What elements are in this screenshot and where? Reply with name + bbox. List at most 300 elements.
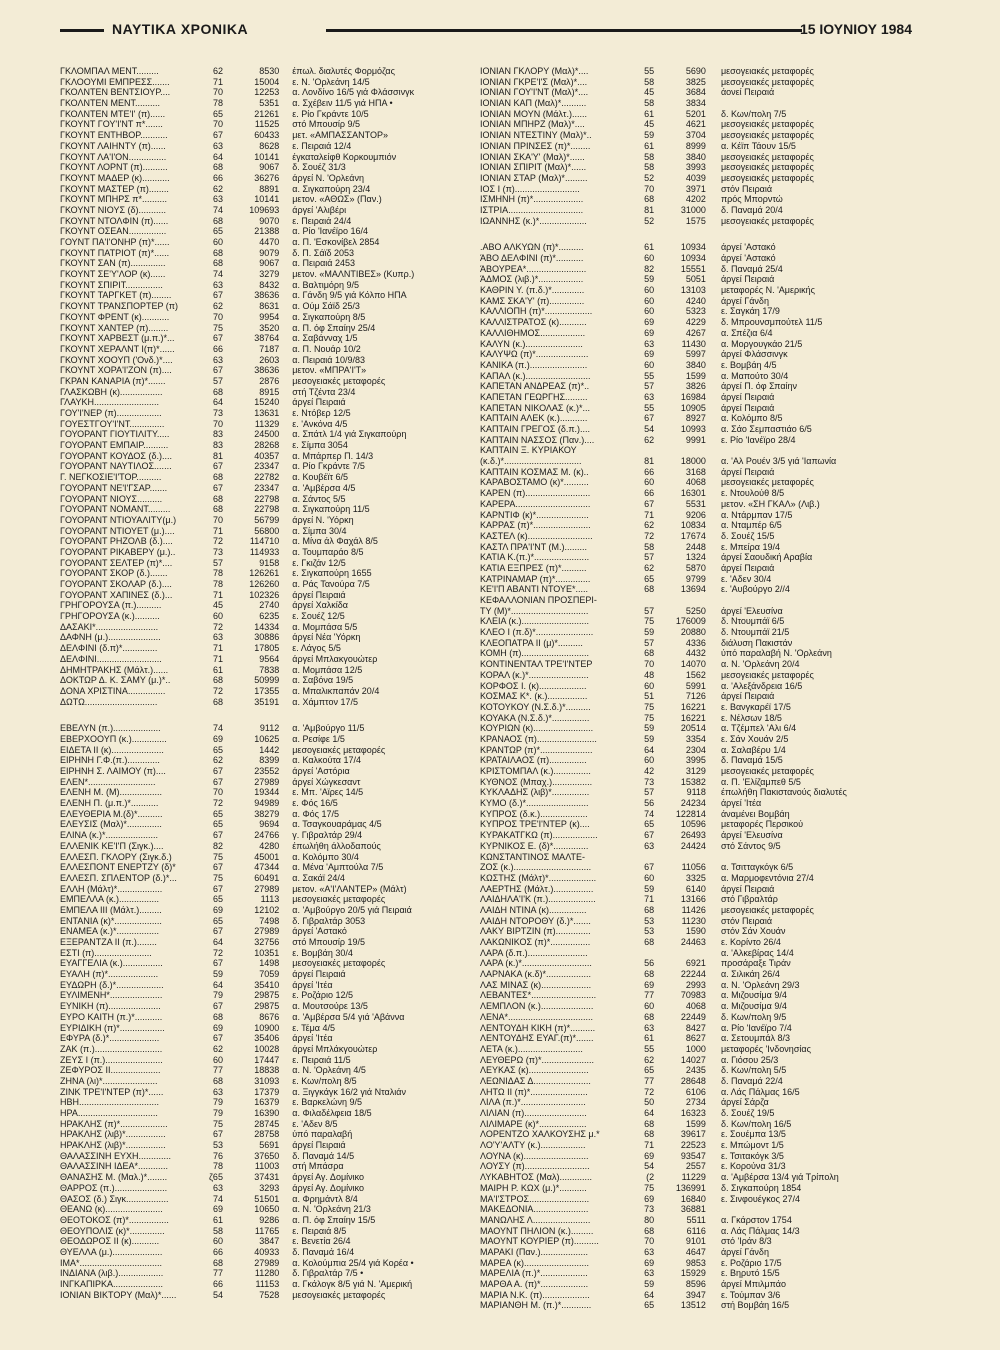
ship-row <box>480 595 920 606</box>
ship-name: ΔΟΝΑ ΧΡΙΣΤΙΝΑ............... <box>60 685 166 696</box>
status: α. Ν. 'Ορλεάνη 20/4 <box>720 659 800 670</box>
status: άργεί Αγ. Δομίνικο <box>292 1182 365 1193</box>
status: άργεί Χαλκίδα <box>292 600 349 611</box>
tonnage: 2603 <box>259 354 280 365</box>
build-year: 79 <box>212 990 223 1001</box>
status <box>706 98 920 109</box>
ship-name: ΚΑΡΕΡΑ.............................. <box>480 498 591 509</box>
build-year: 82 <box>212 840 223 851</box>
tonnage: 15551 <box>680 263 706 274</box>
ship-row <box>60 504 470 515</box>
ship-name: ΓΟΥΟΡΑΝΤ ΓΙΟΥΤΙΛΙΤΥ..... <box>60 429 170 440</box>
status <box>706 852 920 863</box>
status: πρός Μπορντώ <box>720 194 783 205</box>
tonnage: 38636 <box>254 365 280 376</box>
status: ύπό παραλαβή <box>292 1129 353 1140</box>
status: δ. Παναμά 16/4 <box>292 1246 355 1257</box>
build-year: 82 <box>644 263 655 274</box>
ship-row <box>480 162 920 173</box>
ship-row <box>480 542 920 553</box>
ship-row <box>480 1204 920 1215</box>
build-year: 57 <box>644 605 655 616</box>
ship-name: ΕΥΝΙΚΗ (π)..................... <box>60 1001 161 1012</box>
ship-name: ΓΚΟΥΝΤ ΛΟΡΝΤ (π).......... <box>60 162 168 173</box>
build-year: 63 <box>644 338 655 349</box>
tonnage: 27989 <box>254 1257 280 1268</box>
ship-name: ΚΑΛΥΨΩ (π)*..................... <box>480 349 589 360</box>
ship-name: ΙΟΝΙΑΝ ΝΤΕΣΤΙΝΥ (Μαλ)*.. <box>480 130 592 141</box>
ship-name: ΕΛΙΝΑ (κ.)*..................... <box>60 830 159 841</box>
status: άργεί 'Ελευσίνα <box>720 605 783 616</box>
ship-row <box>60 841 470 852</box>
ship-row <box>480 723 920 734</box>
build-year: 61 <box>644 140 655 151</box>
ship-name: ΜΑΡΕΑ (κ).......................... <box>480 1257 590 1268</box>
ship-row <box>60 1001 470 1012</box>
ship-row <box>480 1065 920 1076</box>
build-year: 68 <box>212 1257 223 1268</box>
ship-row <box>480 87 920 98</box>
status: α. Σιγκαπούρη 11/5 <box>292 504 370 515</box>
build-year: 55 <box>644 66 655 76</box>
ship-row <box>60 98 470 109</box>
ship-name: ΛΑΡΑ (κ.)*............................ <box>480 958 592 969</box>
tonnage: 2557 <box>685 1161 706 1172</box>
status: ε. Σάν Χουάν 2/5 <box>720 733 789 744</box>
ship-row <box>60 1023 470 1034</box>
tonnage: 126260 <box>249 579 280 589</box>
status: μεσογειακές μεταφορές <box>720 477 814 488</box>
publication-title: ΝΑΥΤΙΚΑ ΧΡΟΝΙΚΑ <box>112 21 249 37</box>
tonnage: 4039 <box>685 172 706 183</box>
ship-row <box>480 1268 920 1279</box>
tonnage: 24766 <box>254 830 280 841</box>
status: ε. Σινφουέγκος 27/4 <box>720 1193 801 1204</box>
ship-row <box>60 1290 470 1301</box>
build-year: 83 <box>212 429 223 440</box>
block-gap <box>480 226 920 242</box>
tonnage: 6235 <box>259 611 280 622</box>
ship-row <box>60 66 470 77</box>
build-year: 52 <box>644 215 655 226</box>
build-year: 57 <box>644 552 655 563</box>
ship-row <box>60 755 470 766</box>
tonnage: 1599 <box>685 370 706 381</box>
ship-name: ΓΡΗΓΟΡΟΥΣΑ (κ.).......... <box>60 611 160 622</box>
status: α. Κολόμπο 30/4 <box>292 851 359 862</box>
build-year: 59 <box>644 274 655 285</box>
build-year: 56 <box>644 798 655 809</box>
ship-name: ΚΑΠΤΑΙΝ Ξ. ΚΥΡΙΑΚΟΥ <box>480 445 577 456</box>
status: α. Σακάϊ 24/4 <box>292 872 345 883</box>
status: άργεί Σάρζα <box>720 1097 769 1108</box>
status: άργεί Ν. 'Ορλεάνη <box>292 172 364 183</box>
ship-row <box>60 1183 470 1194</box>
build-year: 56 <box>644 958 655 969</box>
build-year: 66 <box>212 172 223 183</box>
build-year: 66 <box>212 343 223 354</box>
ship-name: ΛΕΩΝΙΔΑΣ Δ....................... <box>480 1075 591 1086</box>
ship-name: ΓΟΥΝΤ ΠΑ'Ι'ΟΝΗΡ (π)*...... <box>60 237 170 247</box>
status: ε. Μπώμοντ 1/5 <box>720 1140 784 1151</box>
ship-row <box>60 654 470 665</box>
status: α. Ν. 'Ορλεάνη 21/3 <box>292 1204 371 1215</box>
build-year: 52 <box>644 172 655 183</box>
ship-name: ΛΑΕΡΤΗΣ (Μάλτ.)................ <box>480 883 594 894</box>
tonnage: 13166 <box>680 894 706 905</box>
ship-name: ΚΛΕΟ Ι (π.δ)*....................... <box>480 627 594 638</box>
status: μετον. «Α'Ι'ΛΑΝΤΕΡ» (Μάλτ) <box>292 883 407 894</box>
build-year: 75 <box>644 701 655 712</box>
ship-row <box>480 1033 920 1044</box>
ship-name: ΙΟΝΙΑΝ ΓΟΥ'Ι'ΝΤ (Μαλ)*.... <box>480 87 589 98</box>
ship-name: ΘΕΟΔΩΡΟΣ ΙΙ (κ)........... <box>60 1236 160 1247</box>
ship-row <box>480 488 920 499</box>
ship-name: ΚΟΜΗ (π)........................... <box>480 648 589 659</box>
build-year: 58 <box>644 151 655 162</box>
tonnage: 17379 <box>254 1086 280 1097</box>
ship-row <box>480 777 920 788</box>
ship-row <box>480 1258 920 1269</box>
ship-row <box>480 1279 920 1290</box>
ship-name: ΙΟΝΙΑΝ ΣΠΙΡΙΤ (Μαλ)*...... <box>480 162 587 173</box>
tonnage: 5870 <box>685 562 706 573</box>
ship-name: ΕΜΠΕΛΛΑ (κ.)................ <box>60 894 160 905</box>
build-year: 68 <box>212 696 223 707</box>
ship-row <box>480 713 920 724</box>
ship-name: ΓΛΑΣΚΩΒΗ (κ)................. <box>60 386 163 397</box>
ship-row <box>60 344 470 355</box>
ship-row <box>60 1033 470 1044</box>
tonnage: 28268 <box>254 440 280 451</box>
tonnage: 5531 <box>685 498 706 509</box>
tonnage: 22449 <box>680 1011 706 1022</box>
ship-row <box>480 119 920 130</box>
ship-name: ΕΥΔΩΡΗ (δ.)*................... <box>60 979 164 990</box>
status: α. Λάς Πάλμας 16/5 <box>720 1086 800 1097</box>
status: α. Μιζουσίμα 9/4 <box>720 990 787 1001</box>
tonnage: 56799 <box>254 514 280 525</box>
ship-row <box>60 884 470 895</box>
status: ε. 'Ανκόνα 4/5 <box>292 418 348 429</box>
tonnage: 31093 <box>254 1075 280 1086</box>
tonnage: 7528 <box>259 1289 280 1300</box>
status: α. Σιλικάη 26/4 <box>720 969 780 980</box>
ship-row <box>60 376 470 387</box>
ship-name: ΆΒΟ ΔΕΛΦΙΝΙ (π)*........... <box>480 253 584 263</box>
status: έπωλήθη άλλοδαπούς <box>292 840 381 851</box>
ship-name: ΚΥΚΛΑΔΗΣ (λιβ)*............... <box>480 787 590 798</box>
ship-row <box>60 579 470 590</box>
tonnage: 1324 <box>685 552 706 563</box>
build-year: 67 <box>212 1001 223 1012</box>
status: α. 'Αμβούργο 20/5 γιά Πειραιά <box>292 904 412 915</box>
tonnage: 29875 <box>254 1001 280 1012</box>
ship-name: ΓΚΟΥΝΤ ΠΑΤΡΙΟΤ (π)*...... <box>60 247 170 258</box>
tonnage: 19344 <box>254 787 280 798</box>
ship-row <box>60 397 470 408</box>
ship-row <box>60 365 470 376</box>
ship-name: ΕΛΛΗ (Μάλτ)*.................. <box>60 883 163 894</box>
tonnage: 7498 <box>259 915 280 926</box>
ship-list-column-right <box>480 66 920 1311</box>
build-year: 68 <box>644 1118 655 1129</box>
ship-name: ΚΑΠΑΛ (κ.).......................... <box>480 370 591 381</box>
ship-row <box>60 665 470 676</box>
ship-name: ΛΕΝΤΟΥΔΗ ΚΙΚΗ (π)*.......... <box>480 1022 596 1033</box>
build-year: 75 <box>212 872 223 883</box>
build-year: 77 <box>212 1065 223 1076</box>
build-year: 72 <box>212 621 223 632</box>
tonnage: 9101 <box>685 1236 706 1247</box>
ship-row <box>60 419 470 430</box>
status: ε. Ροζάριο 17/5 <box>720 1257 782 1268</box>
ship-name: ΕΣΤΙ (π)....................... <box>60 947 152 958</box>
ship-name: ΚΑΣΤΕΛ (κ).......................... <box>480 530 593 541</box>
ship-row <box>480 1247 920 1258</box>
status: δ. Σουέζ 31/3 <box>292 162 346 173</box>
tonnage: 28648 <box>680 1075 706 1086</box>
tonnage: 9286 <box>259 1214 280 1225</box>
build-year: 67 <box>644 862 655 873</box>
page-header <box>50 20 912 42</box>
tonnage: 5511 <box>686 1214 706 1225</box>
build-year: 71 <box>644 894 655 905</box>
ship-name: ΔΑΦΝΗ (μ.)..................... <box>60 632 161 643</box>
tonnage: 3354 <box>685 733 706 744</box>
status: α. Μιζουσίμα 9/4 <box>720 1001 787 1012</box>
build-year: 59 <box>644 130 655 141</box>
ship-name: ΚΡΑΝΤΩΡ (π)*..................... <box>480 744 593 755</box>
tonnage: 36881 <box>680 1204 706 1215</box>
tonnage: 8530 <box>259 66 280 76</box>
tonnage: 15382 <box>680 776 706 787</box>
status: α. Μομπάσα 12/5 <box>292 664 363 675</box>
status: ε. Σουέζ 12/5 <box>292 611 345 622</box>
tonnage: 1113 <box>260 894 280 905</box>
ship-name: ΘΕΟΤΟΚΟΣ (π)*................ <box>60 1214 169 1225</box>
build-year: 81 <box>644 456 655 467</box>
ship-name: ΚΟΡΑΛ (κ.)*........................ <box>480 669 589 680</box>
tonnage: 31000 <box>680 204 706 215</box>
build-year <box>629 948 654 959</box>
ship-name: ΚΑΠΕΤΑΝ ΝΙΚΟΛΑΣ (κ.)*... <box>480 402 590 413</box>
ship-row <box>480 648 920 659</box>
build-year: 58 <box>644 98 655 109</box>
status: α. 'Αλεξάνδρεια 16/5 <box>720 680 803 691</box>
ship-row <box>60 1215 470 1226</box>
status: α. Σπάτλ 1/4 γιά Σιγκαπούρη <box>292 429 407 440</box>
ship-row <box>480 1172 920 1183</box>
ship-row <box>480 1194 920 1205</box>
ship-name: ΕΛΕΥΘΕΡΙΑ Μ.(δ)*.......... <box>60 808 163 819</box>
tonnage: 3684 <box>685 87 706 98</box>
ship-name: ΚΥΠΡΟΣ ΤΡΕ'Ι'ΝΤΕΡ (κ).... <box>480 819 590 830</box>
build-year <box>629 445 654 456</box>
ship-row <box>480 552 920 563</box>
build-year: 64 <box>644 1108 655 1118</box>
tonnage: 29875 <box>254 990 280 1001</box>
build-year: 53 <box>212 1140 223 1151</box>
build-year: 50 <box>644 1097 655 1108</box>
ship-row <box>60 1172 470 1183</box>
build-year: 69 <box>644 979 655 990</box>
ship-name: ΓΚΟΥΝΤ ΧΑΡΒΕΣΤ (μ.π.)*... <box>60 333 175 344</box>
ship-name: ΕΙΡΗΝΗ Γ.Φ.(π.)............. <box>60 755 160 766</box>
ship-name: ΛΙΛΙΑΝ (π)......................... <box>480 1108 587 1118</box>
ship-name: ΚΑΝΙΚΑ (π.)....................... <box>480 359 588 370</box>
tonnage: 27989 <box>254 776 280 787</box>
ship-name: ΖΕΥΣ Ι (π.)....................... <box>60 1054 163 1065</box>
ship-name: ΓΚΟΥΝΤ ΣΕ'Υ'ΛΟΡ (κ)...... <box>60 269 166 280</box>
tonnage: 23347 <box>254 461 280 472</box>
tonnage <box>654 948 706 959</box>
status: μετον. «ΜΠΡΑ'Ι'Τ» <box>292 365 367 376</box>
tonnage: 45001 <box>254 851 280 862</box>
ship-name: ΓΟΥΟΡΑΝΤ ΝΕ'Ι'ΓΣΑΡ....... <box>60 482 168 493</box>
tonnage: 70983 <box>680 990 706 1001</box>
build-year: 71 <box>644 509 655 520</box>
ship-name: ΘΑΣΟΣ (δ.) Σιγκ................. <box>60 1193 169 1204</box>
tonnage: 38636 <box>254 290 280 301</box>
status: μετον. «ΑΘΩΣ» (Παν.) <box>292 194 382 205</box>
tonnage: 2304 <box>685 744 706 755</box>
ship-row <box>480 873 920 884</box>
build-year: 67 <box>212 333 223 344</box>
ship-row <box>60 980 470 991</box>
status: α. Ν. 'Ορλεάνη 29/3 <box>720 979 800 990</box>
tonnage: 13512 <box>680 1300 706 1311</box>
status: α. Μπαλικπαπάν 20/4 <box>292 685 380 696</box>
ship-name: ΛΑΚΥ ΒΙΡΤΖΙΝ (π).............. <box>480 926 591 937</box>
status: ε. Τέμα 4/5 <box>292 1022 336 1033</box>
build-year: 64 <box>644 744 655 755</box>
ship-name: ΚΑΤΙΑ ΕΞΠΡΕΣ (π)*.......... <box>480 562 587 573</box>
status: μετον. «ΜΑΛΝΤΙΒΕΣ» (Κυπρ.) <box>292 269 415 280</box>
ship-row <box>480 253 920 264</box>
build-year: 64 <box>212 151 223 162</box>
tonnage: 5201 <box>685 108 706 119</box>
ship-row <box>480 1119 920 1130</box>
tonnage: 5991 <box>685 680 706 691</box>
build-year: 62 <box>212 183 223 194</box>
ship-name: ΓΚΟΛΝΤΕΝ ΜΤΕ'Ι' (π)...... <box>60 108 166 119</box>
tonnage: 28758 <box>254 1129 280 1140</box>
tonnage: 10834 <box>680 520 706 531</box>
status: δ. Π. Σάϊδ 2053 <box>292 247 355 258</box>
ship-row <box>60 355 470 366</box>
build-year: 68 <box>212 493 223 504</box>
ship-row <box>480 66 920 77</box>
ship-name: ΙΟΝΙΑΝ ΚΑΠ (Μαλ)*.......... <box>480 98 587 109</box>
ship-row <box>60 948 470 959</box>
status: δ. Παναμά 25/4 <box>720 263 783 274</box>
tonnage: 18838 <box>254 1065 280 1076</box>
tonnage: 11426 <box>681 904 706 915</box>
ship-name: ΛΕΝΑ*.................................. <box>480 1011 594 1022</box>
ship-name: ΚΑΠΤΑΙΝ ΚΟΣΜΑΣ Μ. (κ).. <box>480 466 589 477</box>
status: έπωλ. διαλυτές Φορμόζας <box>292 66 395 76</box>
ship-name: ΓΟΥΟΡΑΝΤ ΡΗΖΟΛΒ (δ.).... <box>60 536 173 547</box>
tonnage: 30886 <box>254 632 280 643</box>
ship-name: ΓΚΟΥΝΤ ΜΑΣΤΕΡ (π)........ <box>60 183 169 194</box>
build-year: 63 <box>212 632 223 643</box>
ship-row <box>60 258 470 269</box>
ship-row <box>480 1151 920 1162</box>
status: άργεί 'Αστακό <box>292 926 347 937</box>
build-year: 68 <box>644 904 655 915</box>
status <box>706 595 920 606</box>
build-year: 60 <box>644 359 655 370</box>
build-year: ζ65 <box>208 1172 223 1183</box>
build-year: 61 <box>212 664 223 675</box>
tonnage: 24234 <box>680 798 706 809</box>
ship-row <box>60 248 470 259</box>
tonnage: 102326 <box>249 589 280 600</box>
ship-name: ΓΚΟΥΝΤ ΛΑΙΗΝΤΥ (π)...... <box>60 140 166 151</box>
header-rule-right <box>326 29 802 32</box>
tonnage: 22798 <box>254 493 280 504</box>
ship-row <box>480 381 920 392</box>
ship-row <box>60 969 470 980</box>
build-year: 74 <box>644 808 655 819</box>
ship-name: ΓΟΥΕΣΤΓΟΥ'Ι'ΝΤ.............. <box>60 418 165 429</box>
build-year: 71 <box>212 653 223 664</box>
status <box>706 1204 920 1215</box>
build-year: 75 <box>644 712 655 723</box>
ship-name: ΖΟΣ (κ.)............................... <box>480 862 592 873</box>
build-year: 83 <box>212 440 223 451</box>
tonnage: 37650 <box>254 1150 280 1161</box>
build-year: 81 <box>212 450 223 461</box>
tonnage: 10934 <box>680 253 706 263</box>
ship-row <box>480 916 920 927</box>
ship-row <box>480 467 920 478</box>
build-year: 67 <box>644 413 655 424</box>
status: έπωλήθη Πακιστανούς διαλυτές <box>720 787 847 798</box>
status: ε. Τσιτακόγκ 3/5 <box>720 1150 784 1161</box>
ship-row <box>480 520 920 531</box>
status: άργεί Πειραιά <box>720 274 775 285</box>
ship-row <box>480 627 920 638</box>
status: α. Σαβάνναχ 1/5 <box>292 333 358 344</box>
build-year: 70 <box>212 87 223 98</box>
tonnage: 10596 <box>680 819 706 830</box>
tonnage: 11525 <box>254 119 280 130</box>
status: ε. Νέλσων 18/5 <box>720 712 782 723</box>
ship-name: ΕΛΕΝΗ Μ. (Μ)................. <box>60 787 163 798</box>
build-year: 75 <box>644 616 655 627</box>
status: α. Π. όφ Σπαίην 15/5 <box>292 1214 376 1225</box>
ship-name: ΕΜΠΕΛΑ ΙΙΙ (Μάλτ.)......... <box>60 904 162 915</box>
status: ε. Λάγος 5/5 <box>292 643 341 654</box>
build-year: 65 <box>212 819 223 830</box>
build-year: 71 <box>212 525 223 536</box>
ship-name: ΛΗΤΩ ΙΙ (π)*....................... <box>480 1086 588 1097</box>
ship-row <box>480 242 920 253</box>
build-year: 65 <box>644 1065 655 1076</box>
status: ε. Ν. 'Ορλεάνη 14/5 <box>292 76 370 87</box>
tonnage: 17355 <box>254 685 280 696</box>
ship-row <box>480 734 920 745</box>
ship-row <box>480 659 920 670</box>
build-year: 59 <box>212 969 223 980</box>
status: μετ. «ΑΜΠΑΣΣΑΝΤΟΡ» <box>292 130 388 141</box>
status: α. Φιλαδέλφεια 18/5 <box>292 1108 372 1118</box>
tonnage: 17674 <box>680 530 706 541</box>
ship-row <box>60 483 470 494</box>
tonnage: 9991 <box>685 434 706 445</box>
